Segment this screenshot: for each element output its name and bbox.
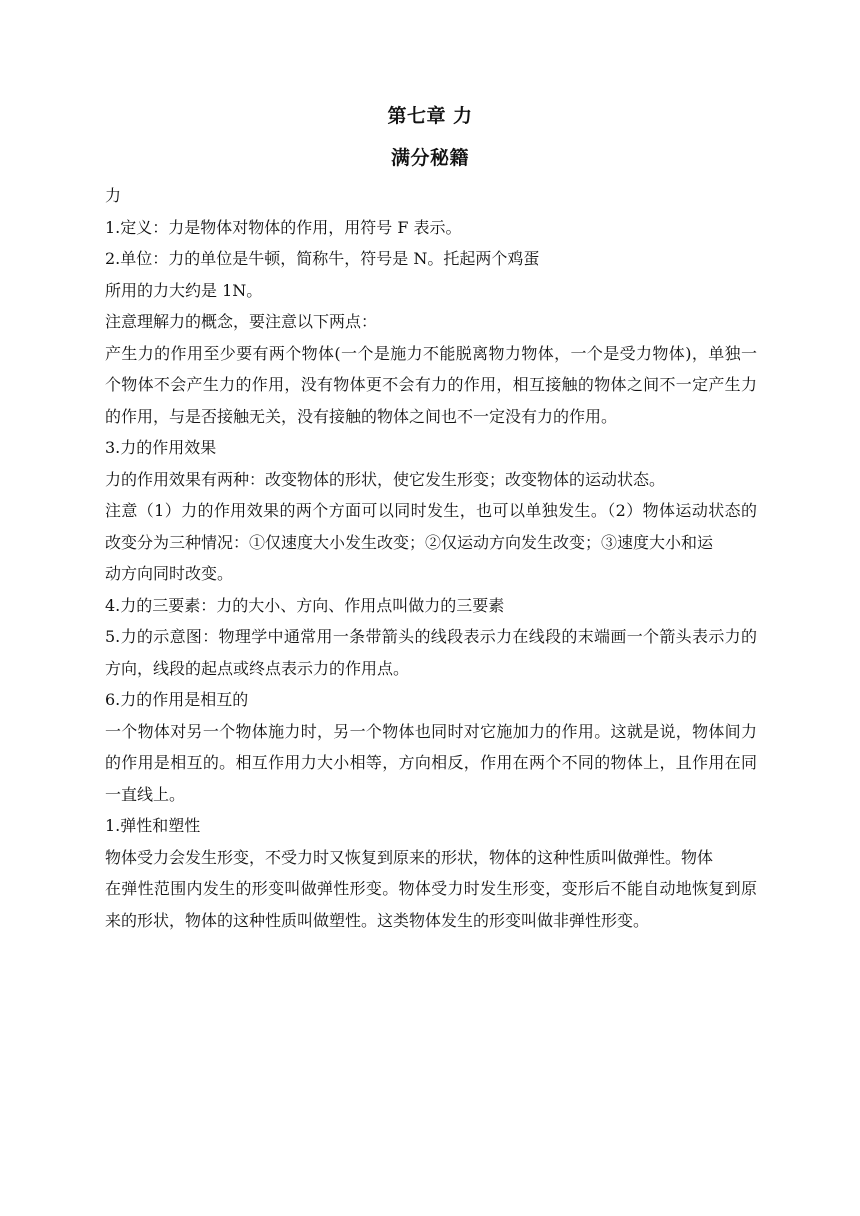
- paragraph-definition: 1.定义：力是物体对物体的作用，用符号 F 表示。: [105, 217, 462, 237]
- paragraph-effect-note: 注意（1）力的作用效果的两个方面可以同时发生，也可以单独发生。（2）物体运动状态的改变分为三种情况：①仅速度大小发生改变；②仅运动方向发生改变；③速度大小和运: [105, 501, 757, 552]
- paragraph-effect-body: 力的作用效果有两种：改变物体的形状，使它发生形变；改变物体的运动状态。: [105, 469, 666, 489]
- paragraph-elasticity-body: 物体受力会发生形变，不受力时又恢复到原来的形状，物体的这种性质叫做弹性。物体: [105, 847, 714, 867]
- paragraph-mutual-body: 一个物体对另一个物体施力时，另一个物体也同时对它施加力的作用。这就是说，物体间力的作用是相互的。相互作用力大小相等，方向相反，作用在两个不同的物体上，且作用在同一直线上。: [105, 721, 757, 804]
- paragraph-unit-cont: 所用的力大约是 1N。: [105, 280, 263, 300]
- paragraph-elasticity-heading: 1.弹性和塑性: [105, 816, 201, 835]
- paragraph-note-body: 产生力的作用至少要有两个物体(一个是施力不能脱离物力物体，一个是受力物体)，单独一个物体不会产生力的作用，没有物体更不会有力的作用，相互接触的物体之间不一定产生力的作用，与是否接触无关，没有接触的物体之间也不一定没有力的作用。: [105, 343, 757, 426]
- paragraph-heading-force: 力: [105, 186, 122, 205]
- paragraph-effect-note-cont: 动方向同时改变。: [105, 564, 234, 583]
- paragraph-mutual-heading: 6.力的作用是相互的: [105, 690, 249, 709]
- chapter-title: 第七章 力: [387, 105, 473, 127]
- section-subtitle: 满分秘籍: [390, 147, 469, 169]
- document-body: [105, 180, 757, 936]
- paragraph-elasticity-cont: 在弹性范围内发生的形变叫做弹性形变。物体受力时发生形变，变形后不能自动地恢复到原来的形状，物体的这种性质叫做塑性。这类物体发生的形变叫做非弹性形变。: [105, 879, 757, 930]
- paragraph-unit: 2.单位：力的单位是牛顿，简称牛，符号是 N。托起两个鸡蛋: [105, 249, 540, 268]
- paragraph-three-elements: 4.力的三要素：力的大小、方向、作用点叫做力的三要素: [105, 595, 505, 615]
- paragraph-effect-heading: 3.力的作用效果: [105, 438, 217, 457]
- paragraph-diagram: 5.力的示意图：物理学中通常用一条带箭头的线段表示力在线段的末端画一个箭头表示力的方向，线段的起点或终点表示力的作用点。: [105, 627, 757, 678]
- paragraph-note-intro: 注意理解力的概念，要注意以下两点：: [105, 312, 378, 331]
